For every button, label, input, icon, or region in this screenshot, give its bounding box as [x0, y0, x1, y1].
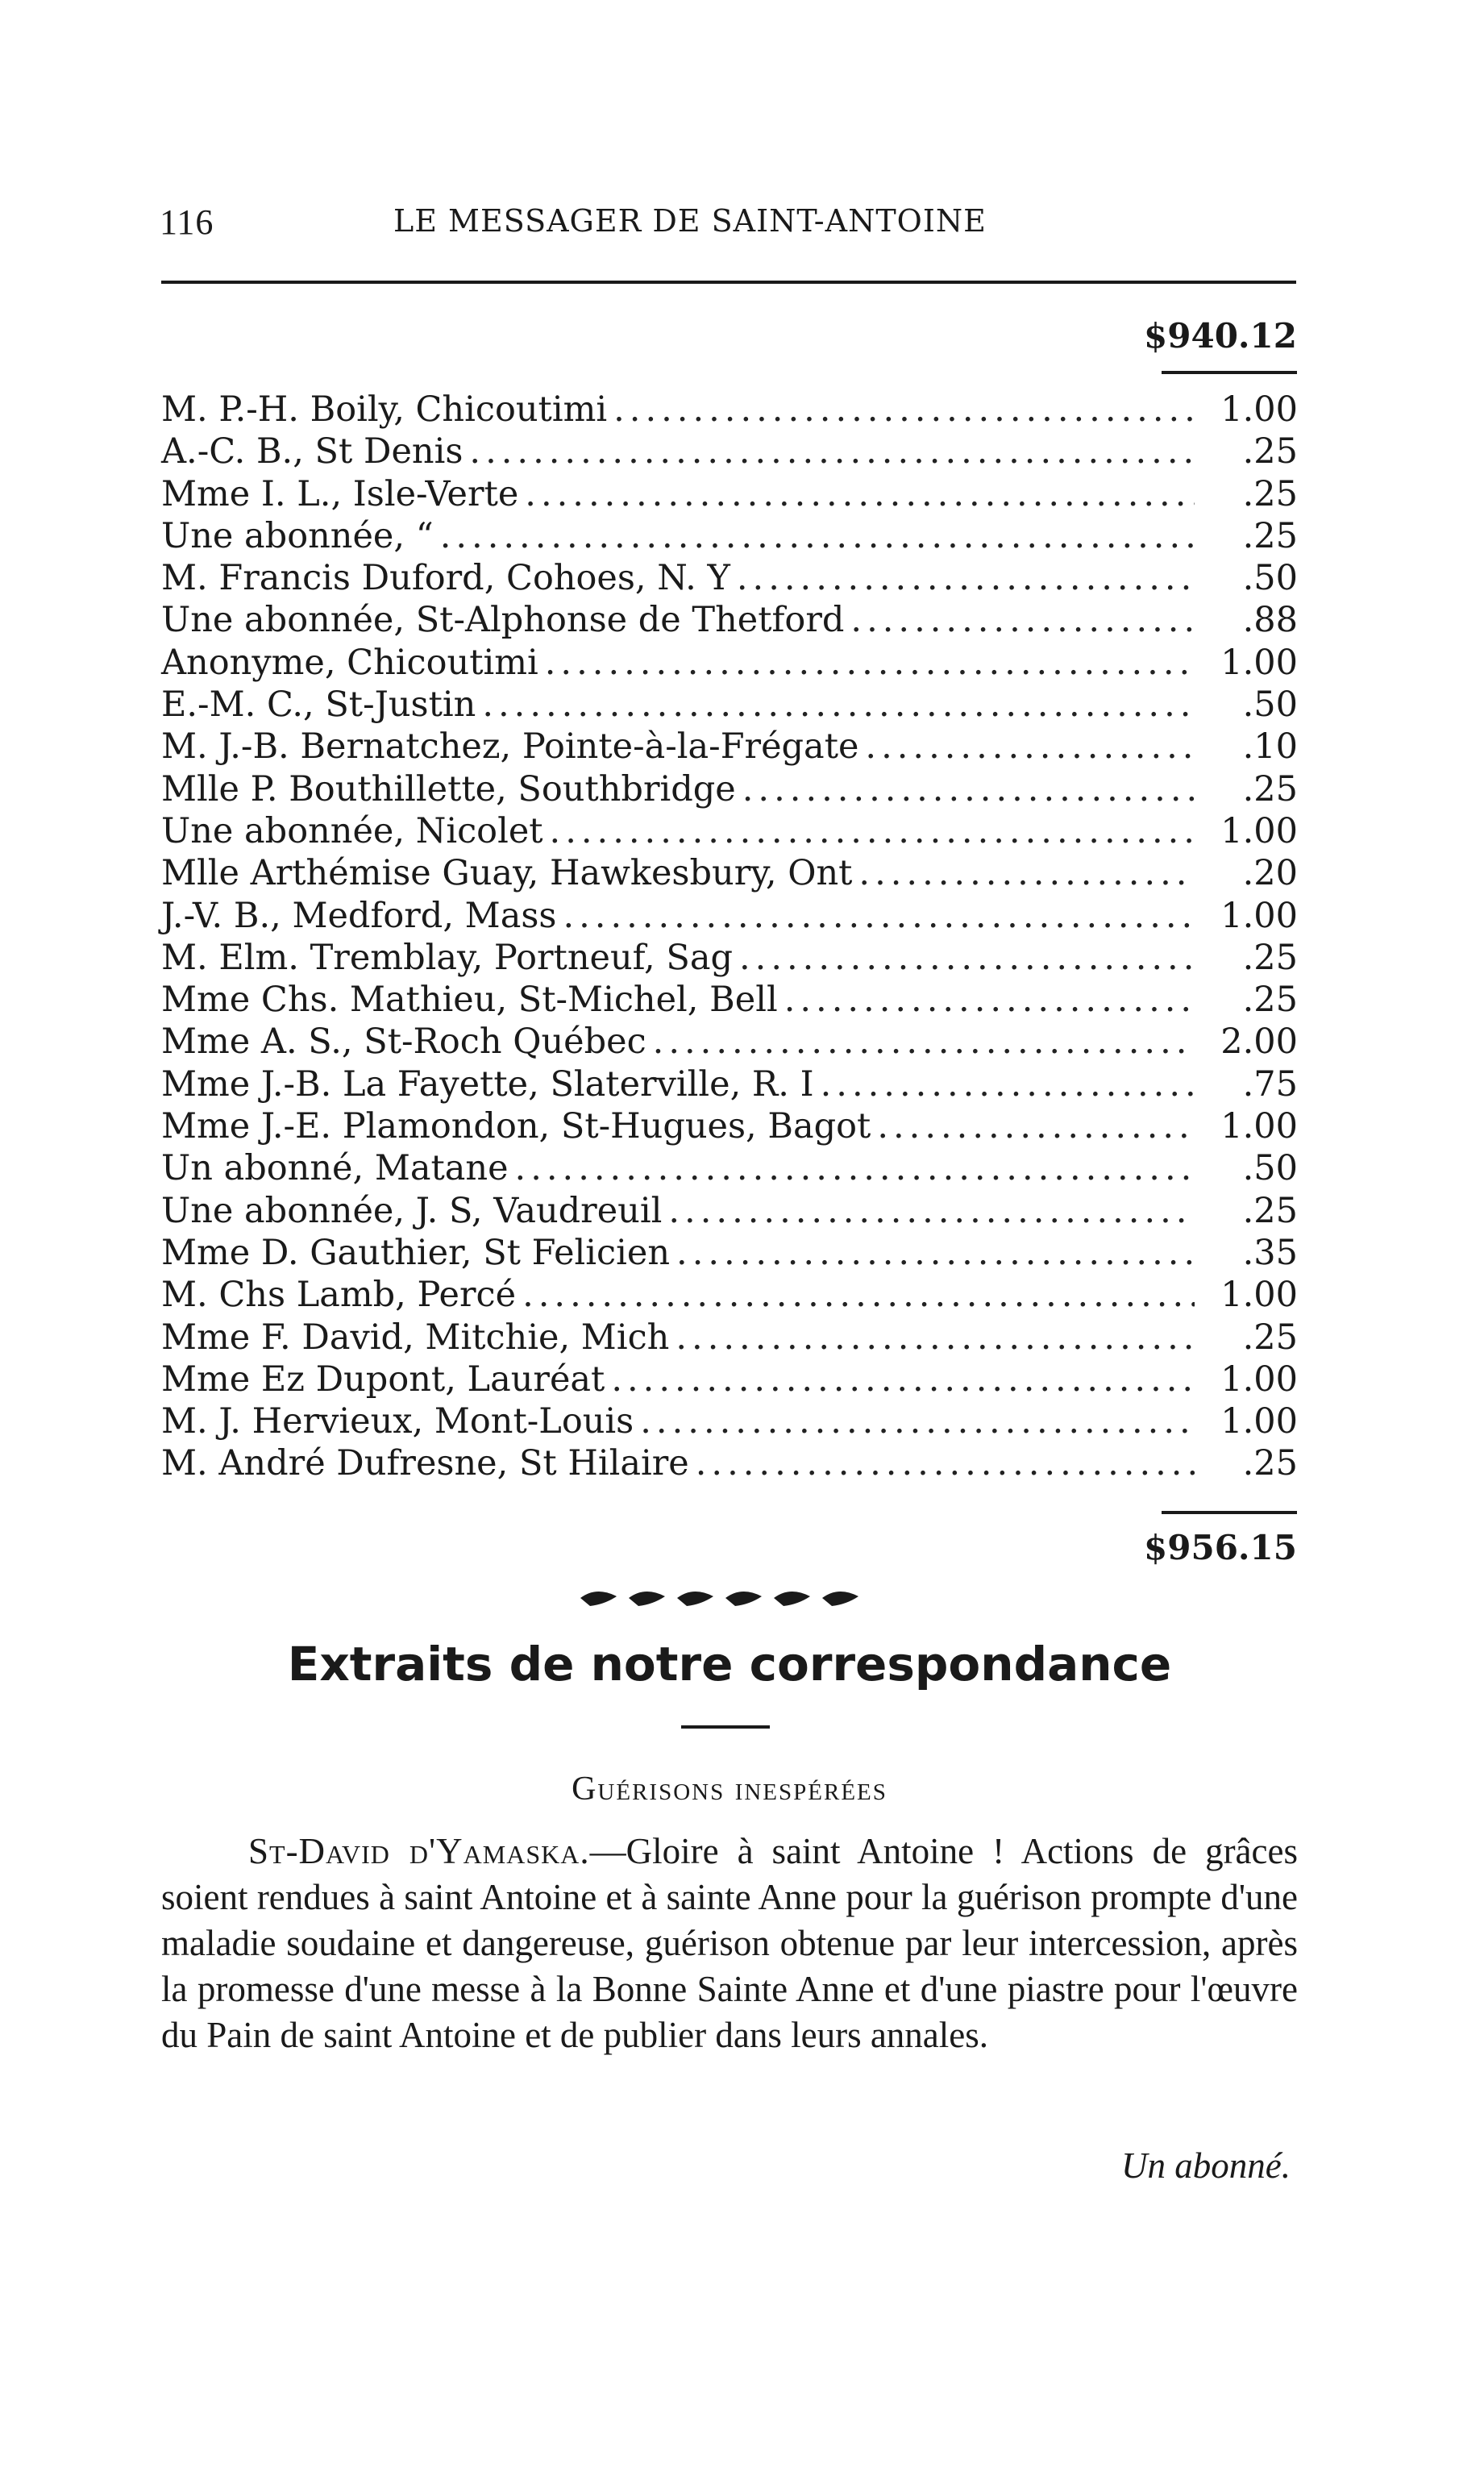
donor-name: M. Elm. Tremblay, Portneuf, Sag [161, 937, 733, 978]
leader-dots [482, 684, 1195, 726]
list-item [161, 1147, 1298, 1189]
list-item [161, 1359, 1298, 1400]
leader-dots [742, 768, 1195, 810]
carried-total: $940.12 [1144, 316, 1297, 356]
donor-name: Mme I. L., Isle-Verte [161, 473, 519, 514]
leader-dots [739, 937, 1195, 979]
donor-name: Mme D. Gauthier, St Felicien [161, 1232, 671, 1273]
list-item [161, 1021, 1298, 1063]
list-item [161, 599, 1298, 641]
leader-dots [653, 1021, 1195, 1063]
signature: Un abonné. [1121, 2145, 1291, 2186]
list-item [161, 1442, 1298, 1484]
running-head [160, 202, 1296, 250]
list-item [161, 684, 1298, 726]
donor-name: Mlle Arthémise Guay, Hawkesbury, Ont [161, 853, 853, 894]
list-item [161, 810, 1298, 852]
donation-amount: .25 [1242, 980, 1298, 1021]
donor-name: Mme Chs. Mathieu, St-Michel, Bell [161, 980, 778, 1021]
list-item [161, 1105, 1298, 1147]
running-title: LE MESSAGER DE SAINT-ANTOINE [393, 203, 987, 239]
donor-name: Anonyme, Chicoutimi [161, 642, 538, 683]
leader-dots [469, 431, 1195, 472]
list-item [161, 515, 1298, 557]
donation-amount: .88 [1242, 600, 1298, 641]
leader-dots [440, 515, 1195, 557]
leader-dots [668, 1190, 1195, 1232]
list-item [161, 1190, 1298, 1232]
donor-name: Mme Ez Dupont, Lauréat [161, 1359, 605, 1400]
list-item [161, 1063, 1298, 1105]
donation-amount: 1.00 [1220, 1275, 1298, 1316]
donor-name: M. J.-B. Bernatchez, Pointe-à-la-Frégate [161, 726, 859, 768]
donor-name: Mme F. David, Mitchie, Mich [161, 1317, 670, 1358]
donor-name: Mme J.-E. Plamondon, St-Hugues, Bagot [161, 1106, 871, 1147]
donation-amount: .25 [1242, 473, 1298, 514]
donation-amount: .25 [1242, 1317, 1298, 1358]
leader-dots [550, 810, 1195, 852]
donation-amount: .25 [1242, 768, 1298, 809]
leader-dots [858, 852, 1195, 894]
leader-dots [821, 1063, 1195, 1105]
donation-amount: 1.00 [1220, 810, 1298, 851]
donation-amount: .25 [1242, 515, 1298, 556]
donor-name: Mlle P. Bouthillette, Southbridge [161, 768, 736, 809]
leader-dots [877, 1105, 1195, 1147]
donation-amount: 1.00 [1220, 642, 1298, 683]
page-number: 116 [160, 202, 214, 242]
donor-name: Mme A. S., St-Roch Québec [161, 1022, 646, 1063]
list-item [161, 895, 1298, 937]
leader-dots [563, 895, 1195, 937]
list-item [161, 389, 1298, 431]
list-item [161, 937, 1298, 979]
donation-amount: .50 [1242, 684, 1298, 726]
leader-dots [613, 389, 1195, 431]
list-item [161, 431, 1298, 472]
leader-dots [737, 557, 1195, 599]
list-item [161, 557, 1298, 599]
donation-amount: .25 [1242, 431, 1298, 472]
final-total-rule [1162, 1511, 1297, 1514]
list-item [161, 852, 1298, 894]
leader-dots [545, 642, 1195, 684]
leader-dots [640, 1400, 1195, 1442]
donation-amount: .10 [1242, 726, 1298, 768]
donation-amount: .20 [1242, 853, 1298, 894]
donation-amount: .50 [1242, 1148, 1298, 1189]
donation-amount: 1.00 [1220, 895, 1298, 936]
leader-dots [850, 599, 1195, 641]
carried-total-rule [1162, 371, 1297, 374]
donation-amount: .75 [1242, 1063, 1298, 1105]
section-title: Extraits de notre correspondance [287, 1637, 1172, 1691]
leader-dots [522, 1274, 1195, 1316]
list-item [161, 768, 1298, 810]
donation-amount: .25 [1242, 1190, 1298, 1231]
donor-name: M. Francis Duford, Cohoes, N. Y [161, 558, 730, 599]
donor-name: M. André Dufresne, St Hilaire [161, 1443, 689, 1484]
donation-list [161, 389, 1298, 1485]
donor-name: Une abonnée, “ [161, 515, 434, 556]
donation-amount: .35 [1242, 1232, 1298, 1273]
donation-amount: .50 [1242, 558, 1298, 599]
list-item [161, 1232, 1298, 1274]
donation-amount: 1.00 [1220, 1401, 1298, 1442]
leader-dots [784, 979, 1195, 1021]
leader-dots [611, 1359, 1195, 1400]
leader-dots [696, 1442, 1195, 1484]
letter-body [161, 1829, 1298, 2058]
leader-dots [865, 726, 1195, 768]
donor-name: Mme J.-B. La Fayette, Slaterville, R. I [161, 1063, 814, 1105]
header-rule [161, 281, 1296, 284]
letter-text: —Gloire à saint Antoine ! Actions de grâces soient rendues à saint Antoine et à sainte Anne pour la guérison prompte d'une maladie soudaine et dangereuse, guérison obtenue par leur intercession, après la promesse d'une messe à la Bonne Sainte Anne et d'une piastre pour l'œuvre du Pain de saint Antoine et de publier dans leurs annales. [161, 1831, 1298, 2055]
letter-place: St-David d'Yamaska. [248, 1831, 590, 1871]
list-item [161, 1274, 1298, 1316]
donation-amount: 1.00 [1220, 389, 1298, 430]
donation-amount: .25 [1242, 937, 1298, 978]
donor-name: Une abonnée, J. S, Vaudreuil [161, 1190, 663, 1231]
donation-amount: 2.00 [1220, 1022, 1298, 1063]
leader-dots [676, 1232, 1195, 1274]
leader-dots [675, 1317, 1195, 1359]
donor-name: M. P.-H. Boily, Chicoutimi [161, 389, 608, 430]
donor-name: Un abonné, Matane [161, 1148, 509, 1189]
list-item [161, 726, 1298, 768]
title-rule [681, 1725, 770, 1729]
list-item [161, 1317, 1298, 1359]
leader-dots [515, 1147, 1195, 1189]
final-total: $956.15 [1144, 1528, 1297, 1567]
list-item [161, 1400, 1298, 1442]
list-item [161, 642, 1298, 684]
donation-amount: 1.00 [1220, 1359, 1298, 1400]
donation-amount: 1.00 [1220, 1106, 1298, 1147]
list-item [161, 979, 1298, 1021]
donor-name: Une abonnée, St-Alphonse de Thetford [161, 600, 845, 641]
ornament-divider-icon [572, 1582, 895, 1614]
donor-name: M. J. Hervieux, Mont-Louis [161, 1401, 634, 1442]
leader-dots [525, 473, 1195, 515]
subheading: Guérisons inespérées [572, 1771, 887, 1808]
donor-name: E.-M. C., St-Justin [161, 684, 476, 726]
donor-name: M. Chs Lamb, Percé [161, 1275, 517, 1316]
donor-name: J.-V. B., Medford, Mass [161, 895, 557, 936]
donation-amount: .25 [1242, 1443, 1298, 1484]
donor-name: A.-C. B., St Denis [161, 431, 463, 472]
list-item [161, 473, 1298, 515]
donor-name: Une abonnée, Nicolet [161, 810, 543, 851]
